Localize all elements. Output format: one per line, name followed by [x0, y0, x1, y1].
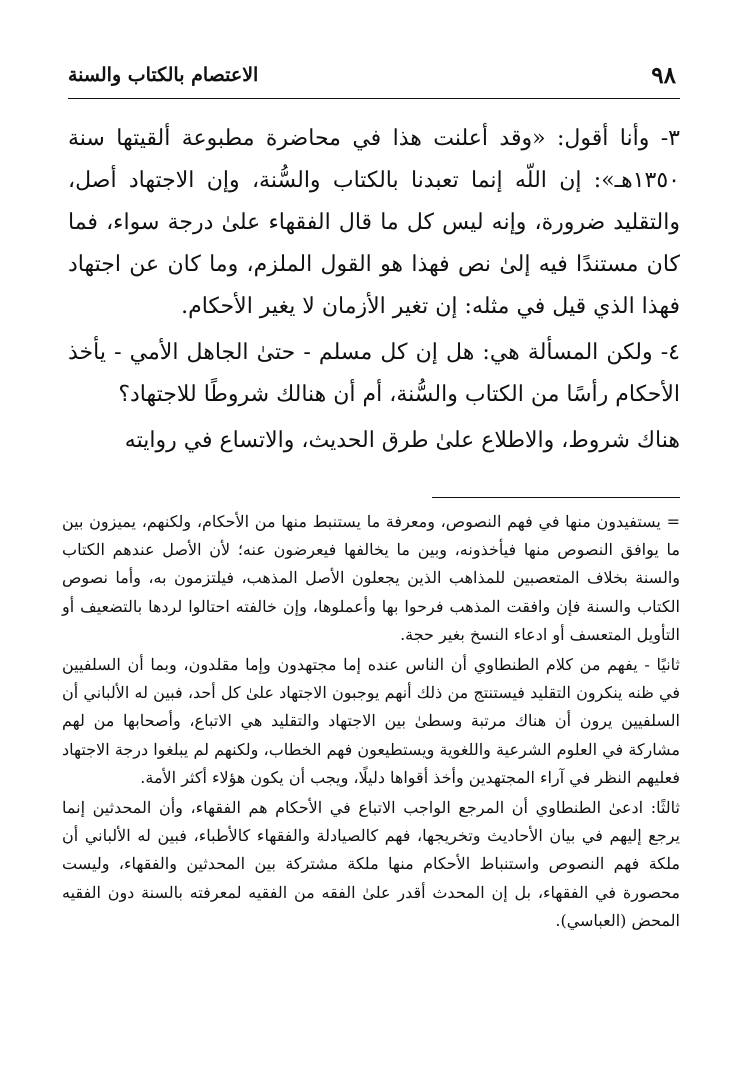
header-rule: [68, 98, 680, 99]
footnote-paragraph: = يستفيدون منها في فهم النصوص، ومعرفة ما يستنبط منها من الأحكام، ولكنهم، يميزون بين ما يوافق النصوص منها فيأخذونه، وبين ما يخالفها فيعرضون عنه؛ لأن الأصل عندهم الكتاب والسنة بخلاف المتعصبين للمذاهب الذين يجعلون الأصل المذهب، فيلتزمون به، وأما نصوص الكتاب والسنة فإن وافقت المذهب فرحوا بها وأعملوها، وإن خالفته احتالوا لردها بالتضعيف أو التأويل المتعسف أو ادعاء النسخ بغير حجة.: [62, 512, 680, 644]
footnote-paragraph: ثانيًا - يفهم من كلام الطنطاوي أن الناس عنده إما مجتهدون وإما مقلدون، وبما أن السلفيين في ظنه ينكرون التقليد فيستنتج من ذلك أنهم يوجبون الاجتهاد علىٰ كل أحد، فبين له الألباني أن السلفيين يرون أن هناك مرتبة وسطىٰ بين الاجتهاد والتقليد هي الاتباع، وأصحابها من لهم مشاركة في العلوم الشرعية واللغوية ويستطيعون فهم الخطاب، ولكنهم لم يبلغوا درجة الاجتهاد فعليهم النظر في آراء المجتهدين وأخذ أقواها دليلًا، ويجب أن يكون هؤلاء أكثر الأمة.: [62, 655, 680, 787]
footnotes: [62, 508, 680, 937]
body-paragraph: ٣- وأنا أقول: «وقد أعلنت هذا في محاضرة مطبوعة ألقيتها سنة ١٣٥٠هـ»: إن اللّه إنما تعبدنا بالكتاب والسُّنة، وإن الاجتهاد أصل، والتقليد ضرورة، وإنه ليس كل ما قال الفقهاء علىٰ درجة سواء، فما كان مستندًا فيه إلىٰ نص فهذا هو القول الملزم، وما كان عن اجتهاد فهذا الذي قيل في مثله: إن تغير الأزمان لا يغير الأحكام.: [68, 126, 680, 319]
page-number: ٩٨: [651, 62, 676, 89]
footnote-separator: [432, 497, 680, 498]
body-paragraph: ٤- ولكن المسألة هي: هل إن كل مسلم - حتىٰ الجاهل الأمي - يأخذ الأحكام رأسًا من الكتاب والسُّنة، أم أن هنالك شروطًا للاجتهاد؟: [68, 340, 680, 407]
footnote-paragraph: ثالثًا: ادعىٰ الطنطاوي أن المرجع الواجب الاتباع في الأحكام هم الفقهاء، وأن المحدثين إنما يرجع إليهم في بيان الأحاديث وتخريجها، فهم كالصيادلة والفقهاء كالأطباء، فبين له الألباني أن ملكة فهم النصوص واستنباط الأحكام منها ملكة مشتركة بين المحدثين والفقهاء، وليست محصورة في الفقهاء، بل إن المحدث أقدر علىٰ الفقه من الفقيه لمعرفته بالسنة دون الفقيه المحض (العباسي).: [62, 798, 681, 930]
running-title: الاعتصام بالكتاب والسنة: [68, 64, 259, 86]
main-text: [68, 118, 680, 466]
body-paragraph: هناك شروط، والاطلاع علىٰ طرق الحديث، والاتساع في روايته: [124, 428, 680, 453]
page-header: [68, 56, 680, 96]
